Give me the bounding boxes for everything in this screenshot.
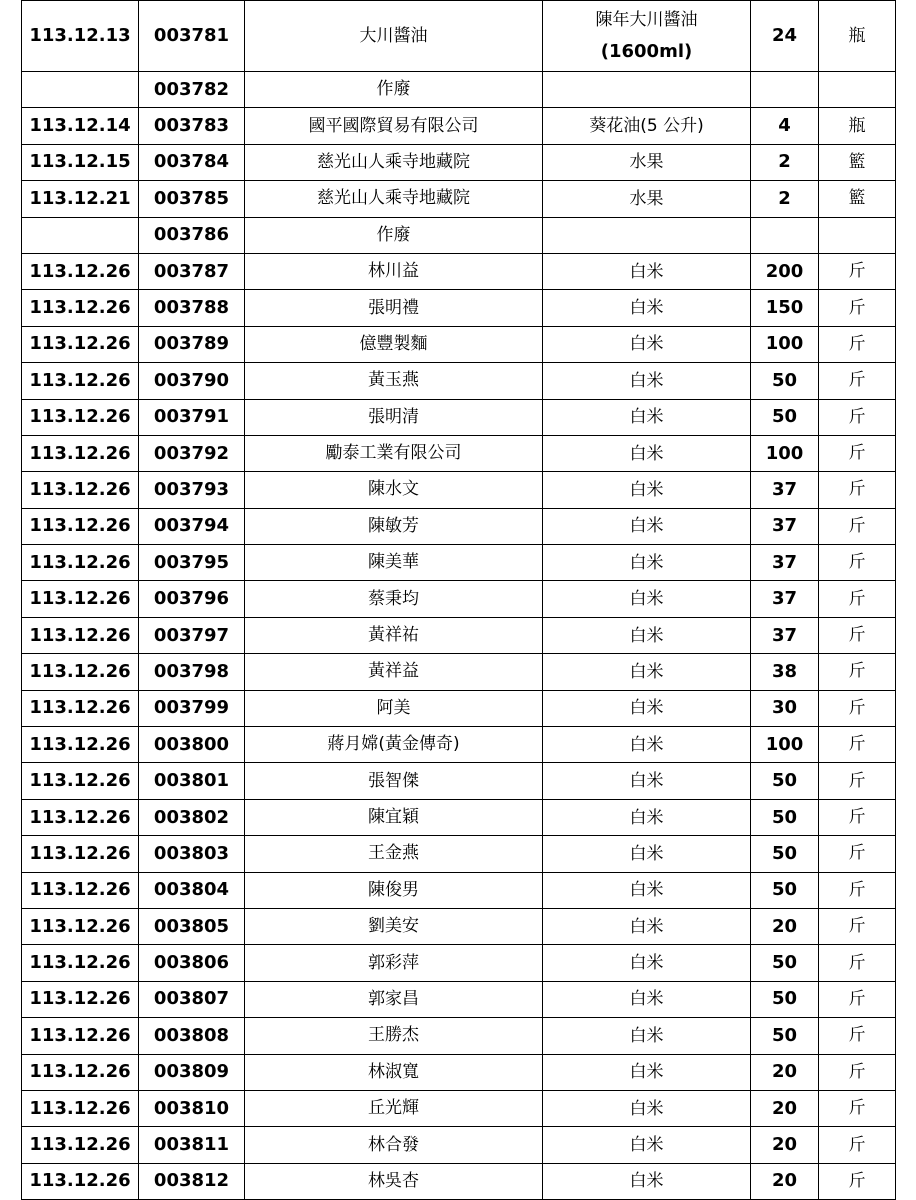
item-cell [543,545,751,581]
table-row [22,435,896,471]
donor-cell: 作廢 [245,72,543,108]
quantity-cell: 50 [751,945,819,981]
date-cell: 113.12.26 [22,1054,139,1090]
quantity-cell: 50 [751,872,819,908]
item-line: 白米 [629,807,664,828]
date-cell: 113.12.26 [22,253,139,289]
unit-cell: 斤 [819,799,896,835]
item-line: 水果 [629,188,664,209]
item-cell [543,1,751,72]
donor-cell: 慈光山人乘寺地藏院 [245,181,543,217]
item-line: 白米 [629,1135,664,1156]
donation-table [21,0,896,1200]
item-line: 白米 [629,1098,664,1119]
item-line: 白米 [629,625,664,646]
date-cell: 113.12.15 [22,144,139,180]
donor-cell: 林吳杏 [245,1163,543,1199]
item-line: 白米 [629,698,664,719]
receipt-number-cell: 003800 [139,727,245,763]
quantity-cell: 50 [751,981,819,1017]
item-cell [543,144,751,180]
item-cell [543,472,751,508]
unit-cell: 瓶 [819,108,896,144]
table-row [22,981,896,1017]
donor-cell: 蔣月嫦(黃金傳奇) [245,727,543,763]
item-line: (1600ml) [600,41,693,62]
receipt-number-cell: 003788 [139,290,245,326]
donor-cell: 郭家昌 [245,981,543,1017]
table-row [22,217,896,253]
table-row [22,144,896,180]
item-cell [543,690,751,726]
item-line: 白米 [629,880,664,901]
donor-cell: 劉美安 [245,908,543,944]
item-cell [543,290,751,326]
receipt-number-cell: 003795 [139,545,245,581]
date-cell: 113.12.26 [22,545,139,581]
quantity-cell: 20 [751,1163,819,1199]
quantity-cell: 50 [751,363,819,399]
unit-cell: 瓶 [819,1,896,72]
table-row [22,945,896,981]
donor-cell: 黃玉燕 [245,363,543,399]
date-cell: 113.12.26 [22,836,139,872]
date-cell: 113.12.26 [22,1090,139,1126]
quantity-cell: 50 [751,763,819,799]
quantity-cell: 37 [751,545,819,581]
date-cell: 113.12.26 [22,872,139,908]
receipt-number-cell: 003812 [139,1163,245,1199]
date-cell [22,217,139,253]
date-cell: 113.12.26 [22,981,139,1017]
date-cell: 113.12.26 [22,763,139,799]
receipt-number-cell: 003808 [139,1018,245,1054]
table-row [22,1090,896,1126]
date-cell: 113.12.26 [22,1127,139,1163]
unit-cell: 斤 [819,617,896,653]
receipt-number-cell: 003811 [139,1127,245,1163]
table-row [22,799,896,835]
item-line: 白米 [629,370,664,391]
unit-cell: 斤 [819,908,896,944]
item-cell [543,1054,751,1090]
item-line: 白米 [629,479,664,500]
quantity-cell: 20 [751,1090,819,1126]
item-cell [543,326,751,362]
date-cell: 113.12.26 [22,290,139,326]
donor-cell: 王金燕 [245,836,543,872]
item-cell [543,654,751,690]
receipt-number-cell: 003783 [139,108,245,144]
item-cell [543,872,751,908]
item-cell [543,253,751,289]
item-cell [543,399,751,435]
date-cell: 113.12.26 [22,472,139,508]
receipt-number-cell: 003805 [139,908,245,944]
donor-cell: 林川益 [245,253,543,289]
quantity-cell: 150 [751,290,819,326]
item-cell [543,217,751,253]
receipt-number-cell: 003809 [139,1054,245,1090]
quantity-cell: 37 [751,581,819,617]
table-row [22,1054,896,1090]
unit-cell: 斤 [819,763,896,799]
table-row [22,581,896,617]
donor-cell: 阿美 [245,690,543,726]
unit-cell: 斤 [819,1090,896,1126]
date-cell: 113.12.26 [22,799,139,835]
quantity-cell: 37 [751,508,819,544]
receipt-number-cell: 003791 [139,399,245,435]
date-cell: 113.12.26 [22,1018,139,1054]
unit-cell: 斤 [819,326,896,362]
receipt-number-cell: 003801 [139,763,245,799]
unit-cell: 斤 [819,945,896,981]
quantity-cell: 30 [751,690,819,726]
unit-cell: 斤 [819,1054,896,1090]
donor-cell: 陳俊男 [245,872,543,908]
table-row [22,472,896,508]
quantity-cell: 200 [751,253,819,289]
date-cell: 113.12.26 [22,945,139,981]
date-cell: 113.12.26 [22,690,139,726]
date-cell: 113.12.26 [22,508,139,544]
date-cell: 113.12.26 [22,581,139,617]
unit-cell: 斤 [819,1127,896,1163]
date-cell: 113.12.26 [22,617,139,653]
donor-cell: 張明清 [245,399,543,435]
quantity-cell: 20 [751,908,819,944]
quantity-cell: 2 [751,181,819,217]
donor-cell: 陳美華 [245,545,543,581]
donor-cell: 林淑寬 [245,1054,543,1090]
item-cell [543,763,751,799]
item-cell [543,1163,751,1199]
receipt-number-cell: 003807 [139,981,245,1017]
unit-cell: 斤 [819,472,896,508]
unit-cell: 斤 [819,363,896,399]
item-cell [543,1090,751,1126]
quantity-cell: 38 [751,654,819,690]
item-line: 水果 [629,152,664,173]
receipt-number-cell: 003782 [139,72,245,108]
date-cell: 113.12.26 [22,908,139,944]
receipt-number-cell: 003784 [139,144,245,180]
item-cell [543,108,751,144]
item-line: 白米 [629,1062,664,1083]
donor-cell: 張智傑 [245,763,543,799]
item-line: 白米 [629,443,664,464]
donor-cell: 作廢 [245,217,543,253]
item-line: 白米 [629,1025,664,1046]
date-cell: 113.12.14 [22,108,139,144]
donor-cell: 林合發 [245,1127,543,1163]
unit-cell: 斤 [819,727,896,763]
unit-cell: 斤 [819,690,896,726]
table-row [22,363,896,399]
quantity-cell [751,72,819,108]
donor-cell: 億豐製麵 [245,326,543,362]
item-cell [543,799,751,835]
receipt-number-cell: 003802 [139,799,245,835]
donor-cell: 張明禮 [245,290,543,326]
unit-cell: 斤 [819,545,896,581]
table-row [22,1127,896,1163]
table-row [22,836,896,872]
item-cell [543,181,751,217]
table-row [22,654,896,690]
item-line: 白米 [629,843,664,864]
unit-cell: 斤 [819,836,896,872]
item-line: 白米 [629,771,664,792]
item-cell [543,1018,751,1054]
date-cell: 113.12.26 [22,654,139,690]
donor-cell: 大川醬油 [245,1,543,72]
receipt-number-cell: 003806 [139,945,245,981]
item-cell [543,581,751,617]
quantity-cell: 50 [751,399,819,435]
item-line: 白米 [629,916,664,937]
date-cell: 113.12.21 [22,181,139,217]
item-line: 白米 [629,1171,664,1192]
table-row [22,72,896,108]
unit-cell: 斤 [819,290,896,326]
date-cell: 113.12.26 [22,326,139,362]
item-cell [543,72,751,108]
quantity-cell: 50 [751,836,819,872]
unit-cell: 斤 [819,654,896,690]
unit-cell: 斤 [819,981,896,1017]
unit-cell: 籃 [819,144,896,180]
item-line: 白米 [629,298,664,319]
table-row [22,617,896,653]
item-line: 白米 [629,734,664,755]
receipt-number-cell: 003789 [139,326,245,362]
quantity-cell: 100 [751,727,819,763]
quantity-cell: 100 [751,326,819,362]
item-line: 白米 [629,589,664,610]
item-cell [543,981,751,1017]
table-row [22,108,896,144]
date-cell: 113.12.26 [22,1163,139,1199]
table-row [22,508,896,544]
receipt-number-cell: 003787 [139,253,245,289]
quantity-cell: 2 [751,144,819,180]
donor-cell: 蔡秉均 [245,581,543,617]
receipt-number-cell: 003792 [139,435,245,471]
donor-cell: 陳宜穎 [245,799,543,835]
unit-cell: 斤 [819,435,896,471]
item-cell [543,617,751,653]
item-line: 陳年大川醬油 [595,10,698,30]
item-line: 白米 [629,407,664,428]
table-row [22,290,896,326]
receipt-number-cell: 003799 [139,690,245,726]
table-row [22,763,896,799]
item-cell [543,435,751,471]
table-row [22,1018,896,1054]
receipt-number-cell: 003810 [139,1090,245,1126]
quantity-cell: 20 [751,1127,819,1163]
quantity-cell: 50 [751,1018,819,1054]
item-cell [543,908,751,944]
donor-cell: 丘光輝 [245,1090,543,1126]
receipt-number-cell: 003793 [139,472,245,508]
table-row [22,181,896,217]
unit-cell: 斤 [819,253,896,289]
unit-cell: 斤 [819,581,896,617]
item-cell [543,727,751,763]
table-row [22,908,896,944]
item-line: 白米 [629,552,664,573]
table-body [22,1,896,1200]
item-cell [543,508,751,544]
table-row [22,690,896,726]
receipt-number-cell: 003790 [139,363,245,399]
quantity-cell: 24 [751,1,819,72]
donor-cell: 陳水文 [245,472,543,508]
donor-cell: 黃祥祐 [245,617,543,653]
donor-cell: 王勝杰 [245,1018,543,1054]
item-cell [543,836,751,872]
table-row [22,727,896,763]
receipt-number-cell: 003794 [139,508,245,544]
quantity-cell: 20 [751,1054,819,1090]
quantity-cell: 37 [751,617,819,653]
unit-cell [819,217,896,253]
quantity-cell: 100 [751,435,819,471]
item-line: 白米 [629,953,664,974]
date-cell: 113.12.26 [22,363,139,399]
table-row [22,1163,896,1199]
receipt-number-cell: 003804 [139,872,245,908]
table-row [22,872,896,908]
quantity-cell [751,217,819,253]
table-row [22,253,896,289]
quantity-cell: 37 [751,472,819,508]
item-line: 白米 [629,989,664,1010]
receipt-number-cell: 003785 [139,181,245,217]
donor-cell: 郭彩萍 [245,945,543,981]
date-cell: 113.12.26 [22,435,139,471]
unit-cell [819,72,896,108]
item-line: 白米 [629,261,664,282]
unit-cell: 斤 [819,872,896,908]
table-row [22,399,896,435]
unit-cell: 斤 [819,399,896,435]
item-line: 白米 [629,661,664,682]
date-cell [22,72,139,108]
receipt-number-cell: 003798 [139,654,245,690]
item-cell [543,945,751,981]
donor-cell: 陳敏芳 [245,508,543,544]
receipt-number-cell: 003781 [139,1,245,72]
donor-cell: 國平國際貿易有限公司 [245,108,543,144]
item-line: 白米 [629,516,664,537]
item-cell [543,1127,751,1163]
unit-cell: 籃 [819,181,896,217]
item-line: 白米 [629,334,664,355]
item-line: 葵花油(5 公升) [589,116,704,137]
donor-cell: 黃祥益 [245,654,543,690]
receipt-number-cell: 003786 [139,217,245,253]
item-cell [543,363,751,399]
table-row [22,1,896,72]
date-cell: 113.12.13 [22,1,139,72]
receipt-number-cell: 003803 [139,836,245,872]
receipt-number-cell: 003797 [139,617,245,653]
table-row [22,545,896,581]
receipt-number-cell: 003796 [139,581,245,617]
donor-cell: 勵泰工業有限公司 [245,435,543,471]
quantity-cell: 50 [751,799,819,835]
table-row [22,326,896,362]
unit-cell: 斤 [819,1018,896,1054]
unit-cell: 斤 [819,508,896,544]
unit-cell: 斤 [819,1163,896,1199]
date-cell: 113.12.26 [22,399,139,435]
date-cell: 113.12.26 [22,727,139,763]
quantity-cell: 4 [751,108,819,144]
donor-cell: 慈光山人乘寺地藏院 [245,144,543,180]
